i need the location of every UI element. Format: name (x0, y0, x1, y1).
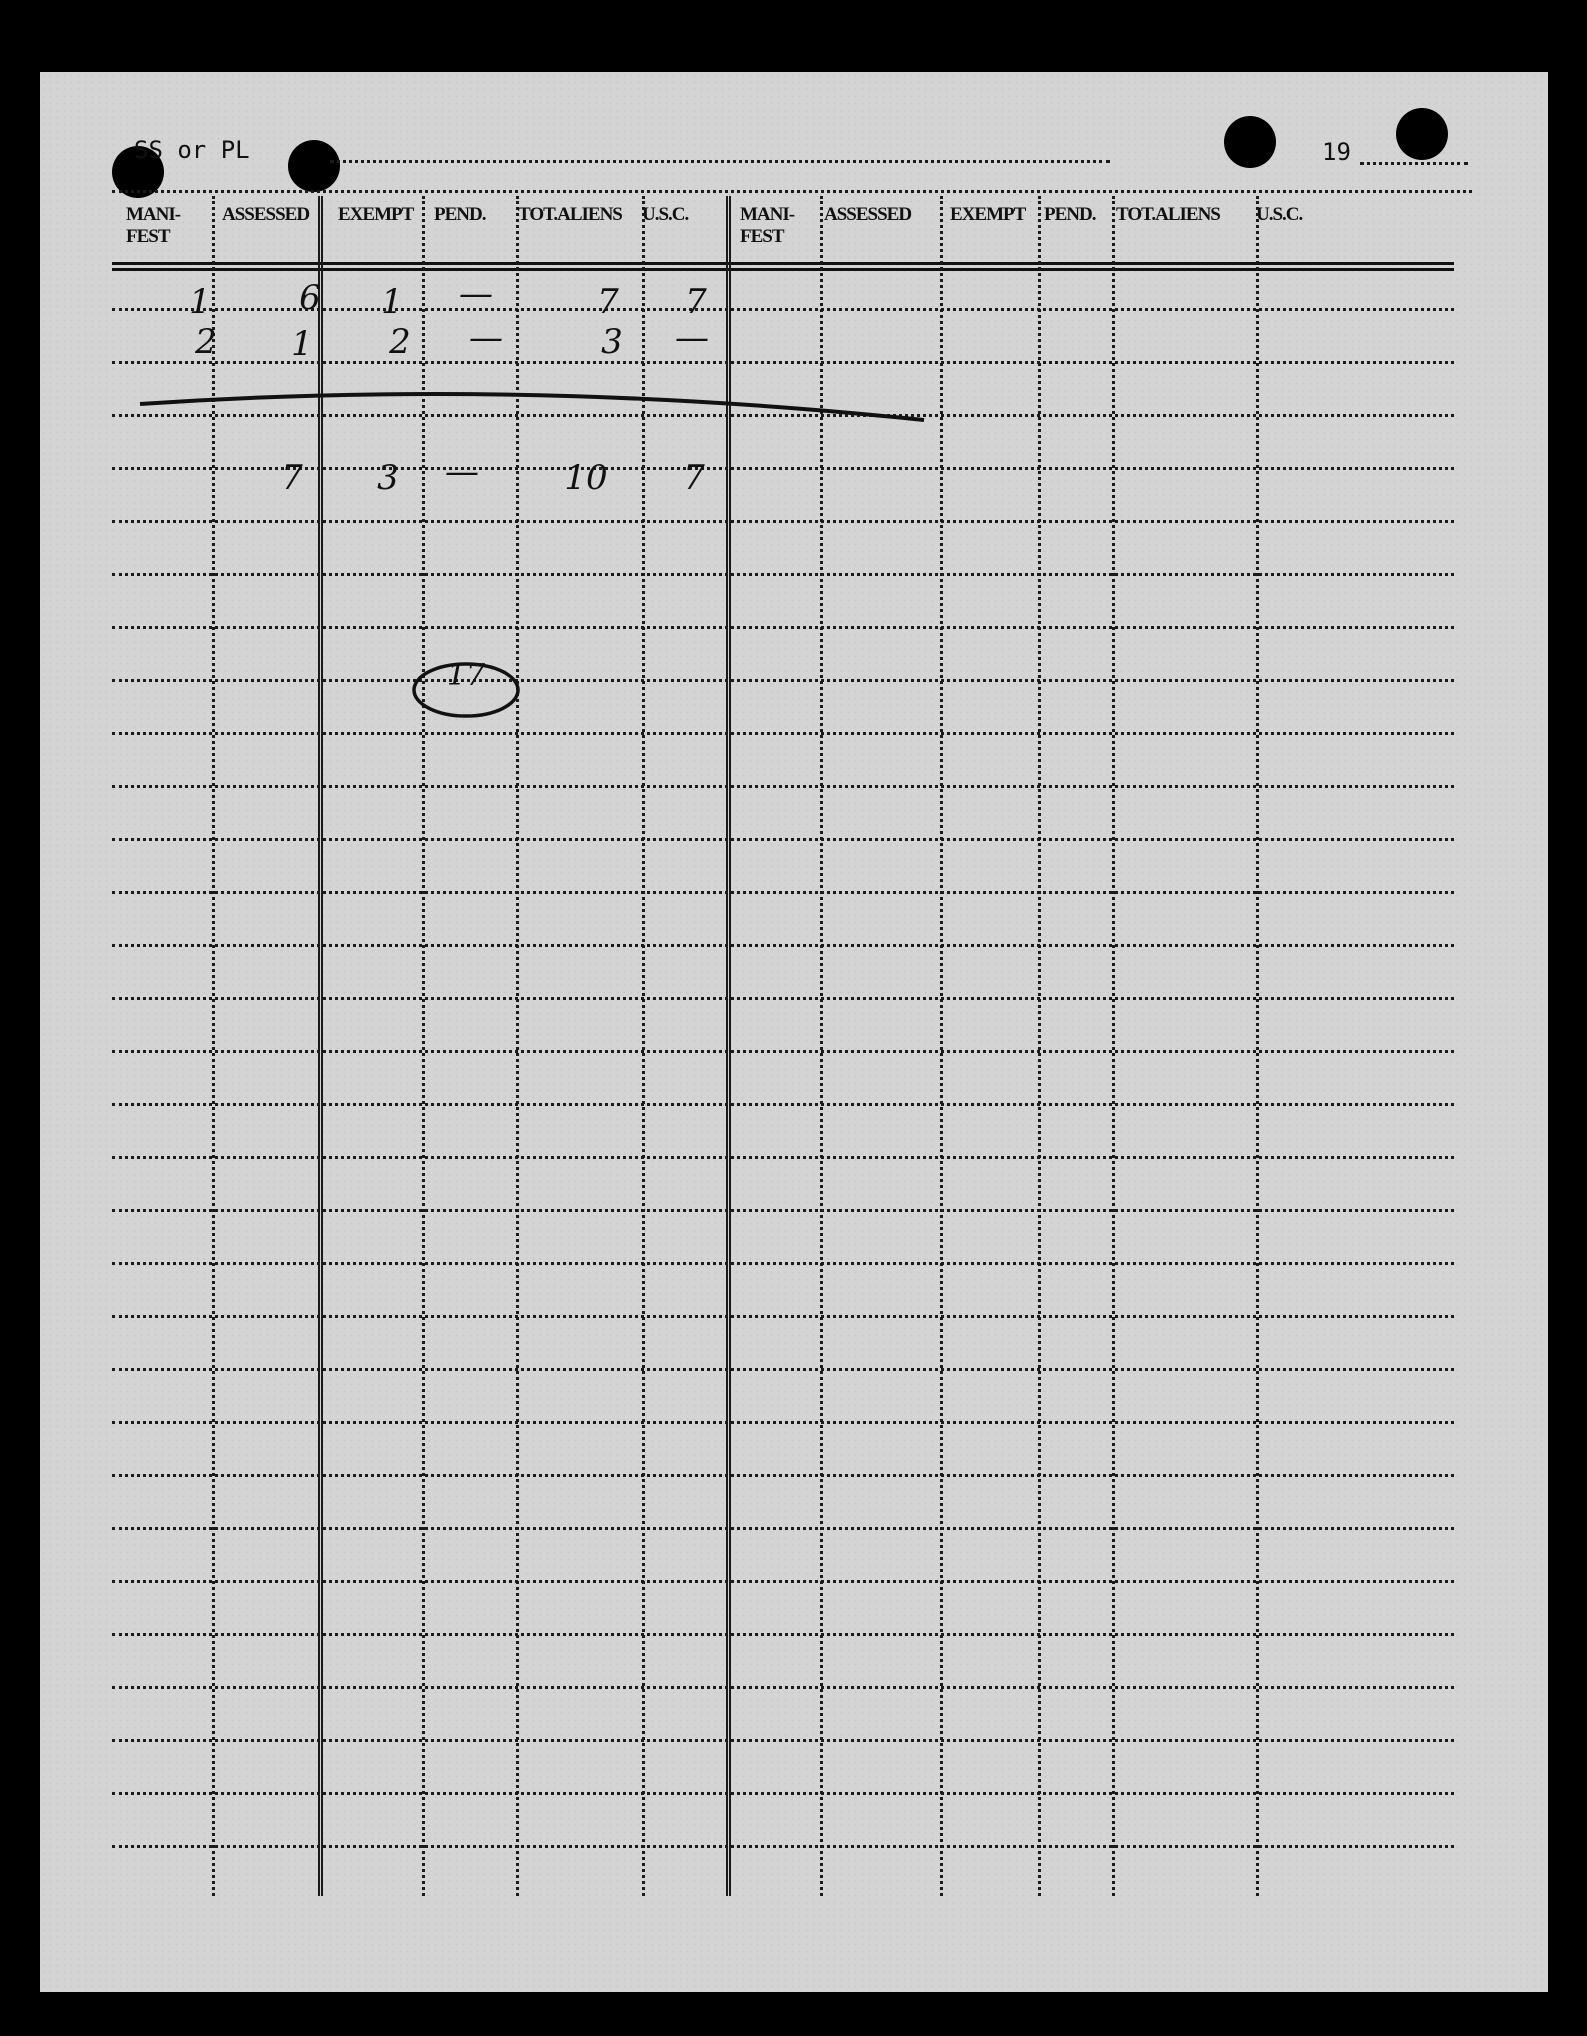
header-pend: PEND. (434, 204, 486, 225)
total-exempt: 3 (377, 458, 399, 498)
header-manifest: MANI- FEST (126, 204, 181, 247)
row1-pend: — (459, 274, 493, 314)
total-assessed: 7 (281, 458, 303, 498)
header-tot-aliens: TOT.ALIENS (518, 204, 622, 225)
header-usc-2: U.S.C. (1256, 204, 1303, 225)
sum-underline (140, 394, 924, 420)
row2-tot-aliens: 3 (601, 322, 623, 362)
row2-pend: — (469, 318, 503, 358)
row1-tot-aliens: 7 (597, 282, 619, 322)
header-usc: U.S.C. (642, 204, 689, 225)
total-usc: 7 (683, 458, 705, 498)
total-circle (414, 664, 518, 716)
total-pend: — (445, 452, 479, 492)
vessel-label: SS or PL (134, 136, 250, 164)
row1-manifest: 1 (189, 282, 211, 322)
header-exempt-2: EXEMPT (950, 204, 1026, 225)
row2-usc: — (675, 318, 709, 358)
row1-usc: 7 (685, 282, 707, 322)
row1-assessed: 6 (299, 278, 321, 318)
header-assessed: ASSESSED (222, 204, 310, 225)
header-assessed-2: ASSESSED (824, 204, 912, 225)
year-label: 19 (1322, 138, 1351, 166)
header-manifest-2: MANI- FEST (740, 204, 795, 247)
row1-exempt: 1 (381, 282, 403, 322)
header-pend-2: PEND. (1044, 204, 1096, 225)
header-exempt: EXEMPT (338, 204, 414, 225)
circled-total: 17 (446, 658, 486, 693)
row2-manifest: 2 (195, 322, 217, 362)
total-tot-aliens: 10 (564, 458, 608, 498)
row2-assessed: 1 (291, 324, 313, 364)
row2-exempt: 2 (389, 322, 411, 362)
header-tot-aliens-2: TOT.ALIENS (1116, 204, 1220, 225)
